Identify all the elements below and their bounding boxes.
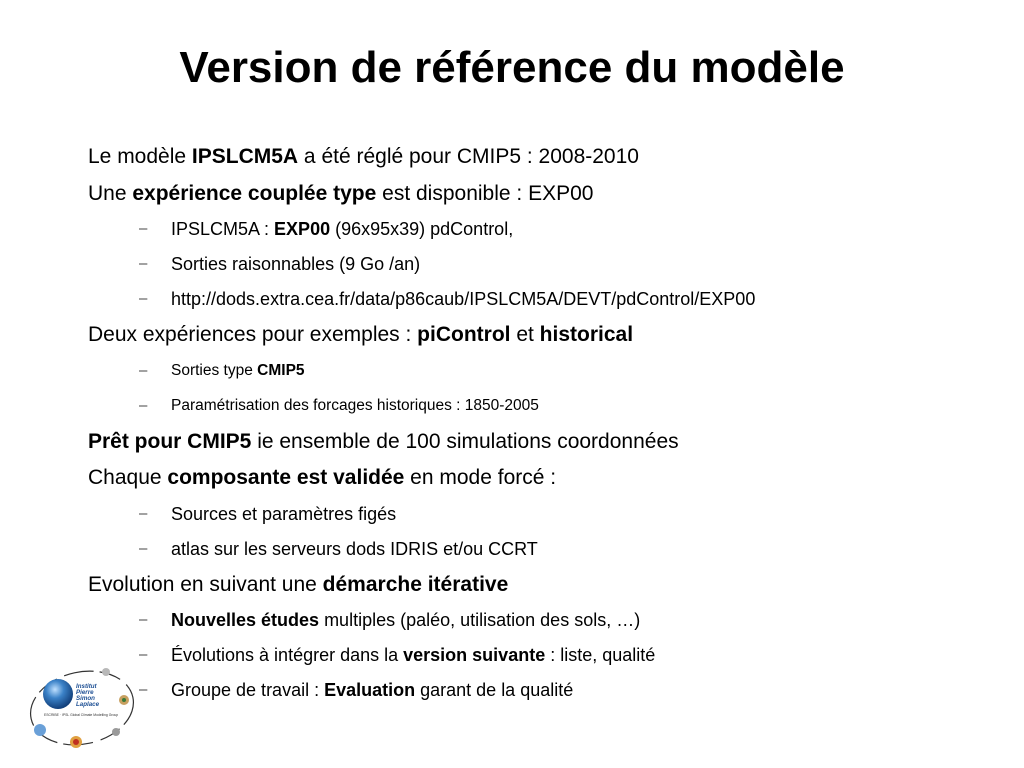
logo-text-line: Simon (76, 695, 95, 702)
dash-bullet-icon: – (139, 681, 148, 698)
dash-bullet-icon: – (139, 611, 148, 628)
bullet-item: Chaque composante est validée en mode forcé : (88, 466, 557, 489)
logo-text-line: Laplace (76, 701, 100, 708)
ipsl-logo (20, 660, 138, 755)
dods-url-text: http://dods.extra.cea.fr/data/p86caub/IPSLCM5A/DEVT/pdControl/EXP00 (171, 289, 756, 309)
sub-bullet-item (88, 288, 988, 310)
bullet-item: Prêt pour CMIP5 ie ensemble de 100 simulations coordonnées (88, 429, 679, 453)
dash-bullet-icon: – (139, 220, 148, 237)
sub-bullet-item: – Sources et paramètres figés (139, 503, 397, 524)
bullet-item: Deux expériences pour exemples : piControl et historical (88, 323, 634, 346)
small-planet-icon (112, 728, 120, 736)
small-planet-icon (102, 668, 110, 676)
bullet-item: Une expérience couplée type est disponible : EXP00 (88, 181, 594, 205)
dash-bullet-icon: – (139, 646, 148, 663)
sub-bullet-item: – Sorties raisonnables (9 Go /an) (139, 254, 421, 274)
dash-bullet-icon: – (139, 361, 148, 379)
bullet-item: Evolution en suivant une démarche itérative (88, 572, 509, 596)
sub-bullet-item: – Nouvelles études multiples (paléo, utilisation des sols, …) (139, 610, 641, 630)
sub-bullet-item: – IPSLCM5A : EXP00 (96x95x39) pdControl, (139, 219, 514, 239)
sub-bullet-item: – Évolutions à intégrer dans la version suivante : liste, qualité (139, 645, 656, 665)
logo-text-line: Institut (76, 683, 97, 690)
dash-bullet-icon: – (139, 504, 148, 522)
dash-bullet-icon: – (139, 255, 148, 272)
sub-bullet-item: – atlas sur les serveurs dods IDRIS et/ou CCRT (139, 538, 538, 559)
globe-icon (43, 679, 73, 709)
logo-text-line: Pierre (76, 689, 94, 696)
dash-bullet-icon: – (139, 290, 148, 307)
sub-bullet-item: – Groupe de travail : Evaluation garant de la qualité (139, 680, 574, 700)
slide-title: Version de référence du modèle (179, 43, 845, 92)
bullet-list (88, 145, 988, 714)
sub-bullet-item: – Paramétrisation des forcages historiques : 1850-2005 (88, 395, 988, 417)
sub-bullet-item: – Sorties type CMIP5 (88, 360, 988, 382)
logo-caption: ESCRIBE · IPSL Global Climate Modelling Group (44, 713, 119, 717)
dash-bullet-icon: – (139, 396, 148, 414)
small-planet-icon (34, 724, 46, 736)
dash-bullet-icon: – (139, 539, 148, 557)
bullet-item: Le modèle IPSLCM5A a été réglé pour CMIP5 : 2008-2010 (88, 145, 639, 168)
